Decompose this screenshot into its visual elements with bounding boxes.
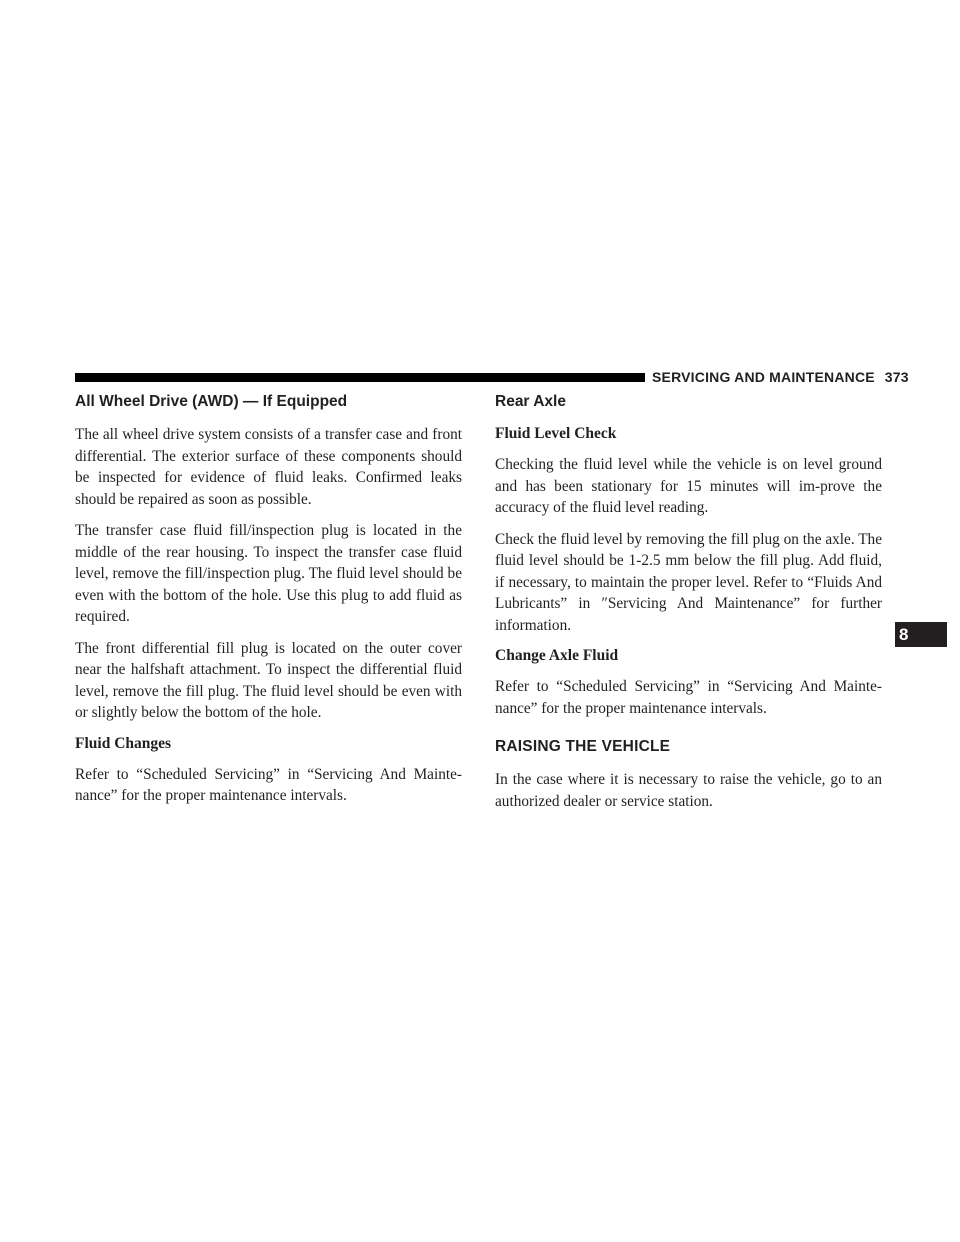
fluid-level-paragraph-1: Checking the fluid level while the vehicle is on level ground and has been stationary for 15 minutes will im-prove the accuracy of the fluid level reading. xyxy=(495,456,882,516)
running-title: SERVICING AND MAINTENANCE xyxy=(652,369,875,385)
awd-heading: All Wheel Drive (AWD) — If Equipped xyxy=(75,393,348,410)
chapter-tab: 8 xyxy=(895,622,947,647)
awd-paragraph-3: The front differential fill plug is located on the outer cover near the halfshaft attachment. To inspect the differential fluid level, remove the fill plug. The fluid level should be even with or slightly below the bottom of the hole. xyxy=(75,639,462,721)
running-header xyxy=(652,368,909,386)
awd-paragraph-1: The all wheel drive system consists of a transfer case and front differential. The exterior surface of these components should be inspected for evidence of fluid leaks. Confirmed leaks should be repaired as soon as possible. xyxy=(75,426,462,508)
fluid-level-check-heading: Fluid Level Check xyxy=(495,425,617,442)
raising-vehicle-heading: RAISING THE VEHICLE xyxy=(495,738,671,755)
change-axle-paragraph: Refer to “Scheduled Servicing” in “Servicing And Mainte-nance” for the proper maintenance intervals. xyxy=(495,678,882,717)
fluid-changes-paragraph: Refer to “Scheduled Servicing” in “Servicing And Mainte-nance” for the proper maintenance intervals. xyxy=(75,765,462,804)
page-number: 373 xyxy=(884,369,909,385)
right-column xyxy=(495,392,882,822)
fluid-changes-heading: Fluid Changes xyxy=(75,734,172,752)
rear-axle-heading: Rear Axle xyxy=(495,393,566,410)
awd-paragraph-2: The transfer case fluid fill/inspection plug is located in the middle of the rear housing. To inspect the transfer case fluid level, remove the fill/inspection plug. The fluid level should be even with the bottom of the hole. Use this plug to add fluid as required. xyxy=(75,522,462,625)
header-rule xyxy=(75,373,645,382)
left-column xyxy=(75,392,462,817)
raising-vehicle-paragraph: In the case where it is necessary to raise the vehicle, go to an authorized dealer or service station. xyxy=(495,771,882,810)
change-axle-fluid-heading: Change Axle Fluid xyxy=(495,647,619,664)
fluid-level-paragraph-2: Check the fluid level by removing the fill plug on the axle. The fluid level should be 1-2.5 mm below the fill plug. Add fluid, if necessary, to maintain the proper level. Refer to “Fluids And Lubricants” in ″Servicing And Maintenance” for further information. xyxy=(495,530,882,634)
